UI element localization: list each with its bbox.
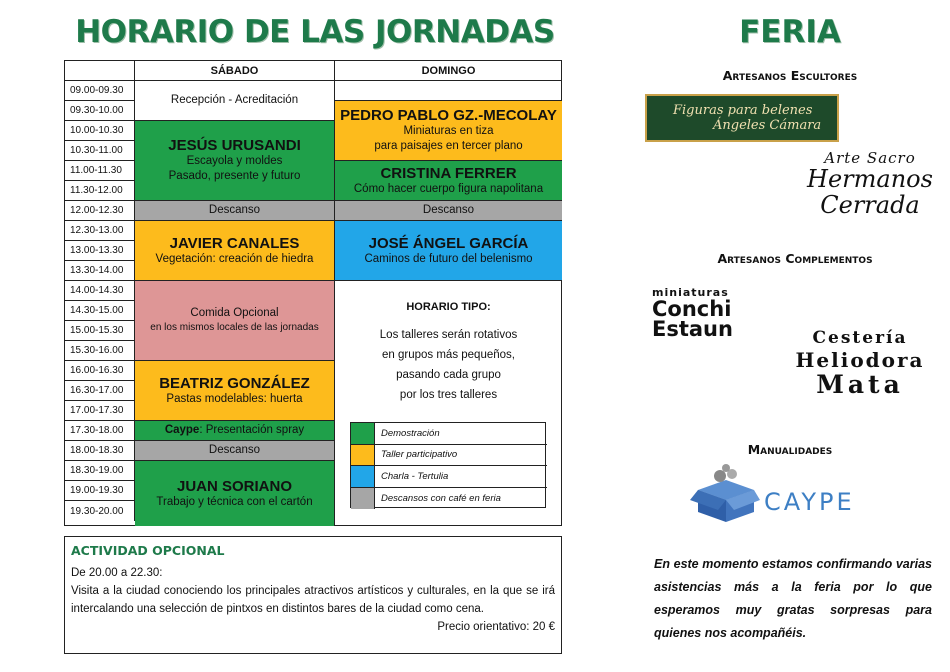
sat-break-2	[135, 441, 335, 461]
sun-tipo-line2: en grupos más pequeños,	[382, 349, 515, 361]
time-slot: 12.30-13.00	[65, 221, 135, 241]
sun-empty-1	[335, 81, 562, 101]
sat-break-1-label: Descanso	[208, 204, 261, 216]
logo-cesteria	[790, 328, 930, 398]
sun-tipo-line4: por los tres talleres	[399, 389, 498, 401]
logo-arte-line1: Arte Sacro	[824, 149, 916, 167]
logo-conchi-line2: Conchi	[652, 297, 732, 321]
legend-swatch	[351, 423, 375, 444]
time-slot: 17.00-17.30	[65, 401, 135, 421]
sat-soriano-line1: Trabajo y técnica con el cartón	[156, 495, 313, 508]
time-slot: 13.30-14.00	[65, 261, 135, 281]
sat-canales-block	[135, 221, 335, 281]
sun-break-1	[335, 201, 562, 221]
time-slot: 19.30-20.00	[65, 501, 135, 521]
page-title: HORARIO DE LAS JORNADAS	[75, 14, 555, 50]
time-slot: 12.00-12.30	[65, 201, 135, 221]
sun-garcia-name: JOSÉ ÁNGEL GARCÍA	[368, 234, 529, 252]
sat-caype-bold: Caype	[164, 424, 200, 436]
sun-ferrer-block	[335, 161, 562, 201]
logo-conchi-line3: Estaun	[652, 317, 733, 341]
sun-mecolay-name: PEDRO PABLO GZ.-MECOLAY	[340, 107, 557, 124]
feria-note: En este momento estamos confirmando varias asistencias más a la feria por lo que esperamos muy gratas sorpresas para quienes nos acompañéis.	[654, 557, 932, 640]
sat-gonzalez-line1: Pastas modelables: huerta	[166, 392, 303, 405]
logo-caype-text: CAYPE	[764, 488, 855, 516]
sat-caype-block	[135, 421, 335, 441]
section-escultores: Artesanos Escultores	[722, 68, 858, 83]
sat-canales-name: JAVIER CANALES	[169, 234, 300, 252]
sun-ferrer-line1: Cómo hacer cuerpo figura napolitana	[353, 182, 544, 195]
sat-urusandi-block	[135, 121, 335, 201]
time-slot: 11.30-12.00	[65, 181, 135, 201]
sun-garcia-block	[335, 221, 562, 281]
sat-lunch-line2: en los mismos locales de las jornadas	[150, 322, 319, 333]
legend-swatch	[351, 488, 375, 510]
header-saturday: SÁBADO	[135, 61, 335, 81]
sat-soriano-block	[135, 461, 335, 526]
logo-cest-line3: Mata	[816, 370, 904, 399]
logo-caype	[690, 462, 880, 524]
sun-tipo-title: HORARIO TIPO:	[406, 301, 491, 313]
time-slot: 13.00-13.30	[65, 241, 135, 261]
box-icon	[690, 462, 760, 524]
sun-break-1-label: Descanso	[422, 204, 475, 216]
legend-swatch	[351, 466, 375, 487]
legend-row-descansos	[351, 488, 547, 510]
time-slot: 10.30-11.00	[65, 141, 135, 161]
sat-break-2-label: Descanso	[208, 444, 261, 456]
optional-price: Precio orientativo: 20 €	[437, 621, 555, 633]
legend-swatch	[351, 445, 375, 466]
logo-conchi-line1: miniaturas	[652, 286, 729, 299]
sun-tipo-line3: pasando cada grupo	[396, 369, 501, 381]
legend-row-demostracion	[351, 423, 547, 445]
sat-canales-line1: Vegetación: creación de hiedra	[155, 252, 314, 265]
sat-gonzalez-name: BEATRIZ GONZÁLEZ	[159, 374, 310, 392]
logo-arte-line3: Cerrada	[820, 191, 920, 219]
logo-arte-sacro	[806, 150, 934, 218]
legend-label: Descansos con café en feria	[381, 492, 501, 504]
logo-figuras-line1: Figuras para belenes	[673, 103, 813, 118]
corner-cell	[65, 61, 135, 81]
section-complementos: Artesanos Complementos	[717, 251, 873, 266]
sun-mecolay-block	[335, 101, 562, 161]
legend-label: Charla - Tertulia	[381, 470, 449, 482]
sun-ferrer-name: CRISTINA FERRER	[380, 164, 517, 182]
logo-cest-line2: Heliodora	[795, 348, 925, 372]
sat-reception	[135, 81, 335, 121]
time-slot: 10.00-10.30	[65, 121, 135, 141]
time-slot: 16.00-16.30	[65, 361, 135, 381]
section-manualidades: Manualidades	[747, 442, 833, 457]
optional-activity-box	[64, 536, 562, 654]
feria-title: FERIA	[739, 14, 841, 50]
time-slot: 15.30-16.00	[65, 341, 135, 361]
time-slot: 09.30-10.00	[65, 101, 135, 121]
time-slot: 09.00-09.30	[65, 81, 135, 101]
time-slot: 14.00-14.30	[65, 281, 135, 301]
time-slot: 11.00-11.30	[65, 161, 135, 181]
legend-row-charla	[351, 466, 547, 488]
logo-figuras-line2: Ángeles Cámara	[713, 118, 822, 133]
sat-soriano-name: JUAN SORIANO	[176, 477, 292, 495]
legend-label: Demostración	[381, 427, 440, 439]
time-slot: 18.00-18.30	[65, 441, 135, 461]
optional-when: De 20.00 a 22.30:	[71, 567, 163, 579]
sat-lunch-line1: Comida Opcional	[190, 307, 279, 319]
sat-break-1	[135, 201, 335, 221]
time-slot: 19.00-19.30	[65, 481, 135, 501]
optional-title: ACTIVIDAD OPCIONAL	[71, 543, 225, 558]
logo-figuras-belenes	[645, 94, 839, 142]
logo-cest-line1: Cestería	[812, 328, 908, 348]
time-slot: 14.30-15.00	[65, 301, 135, 321]
sun-garcia-line1: Caminos de futuro del belenismo	[364, 252, 533, 265]
sat-urusandi-name: JESÚS URUSANDI	[168, 137, 301, 154]
sat-urusandi-line1: Escayola y moldes	[186, 155, 283, 167]
sun-mecolay-line2: para paisajes en tercer plano	[374, 140, 523, 152]
legend-row-taller	[351, 445, 547, 467]
sat-caype-rest: : Presentación spray	[199, 424, 305, 436]
optional-desc: Visita a la ciudad conociendo los principales atractivos artísticos y culturales, en la que se irá intercalando una selección de pintxos en distintos bares de la ciudad como cena.	[71, 585, 555, 615]
legend-label: Taller participativo	[381, 449, 458, 461]
time-slot: 15.00-15.30	[65, 321, 135, 341]
logo-arte-line2: Hermanos	[807, 165, 933, 193]
header-sunday: DOMINGO	[335, 61, 562, 81]
sun-tipo-line1: Los talleres serán rotativos	[379, 329, 518, 341]
sat-lunch-block	[135, 281, 335, 361]
time-slot: 18.30-19.00	[65, 461, 135, 481]
logo-conchi-estaun	[652, 287, 762, 339]
sat-gonzalez-block	[135, 361, 335, 421]
time-slot: 16.30-17.00	[65, 381, 135, 401]
sat-urusandi-line2: Pasado, presente y futuro	[168, 170, 301, 182]
time-slot: 17.30-18.00	[65, 421, 135, 441]
sun-mecolay-line1: Miniaturas en tiza	[403, 125, 494, 137]
sat-reception-label: Recepción - Acreditación	[170, 94, 299, 106]
legend	[350, 422, 546, 508]
